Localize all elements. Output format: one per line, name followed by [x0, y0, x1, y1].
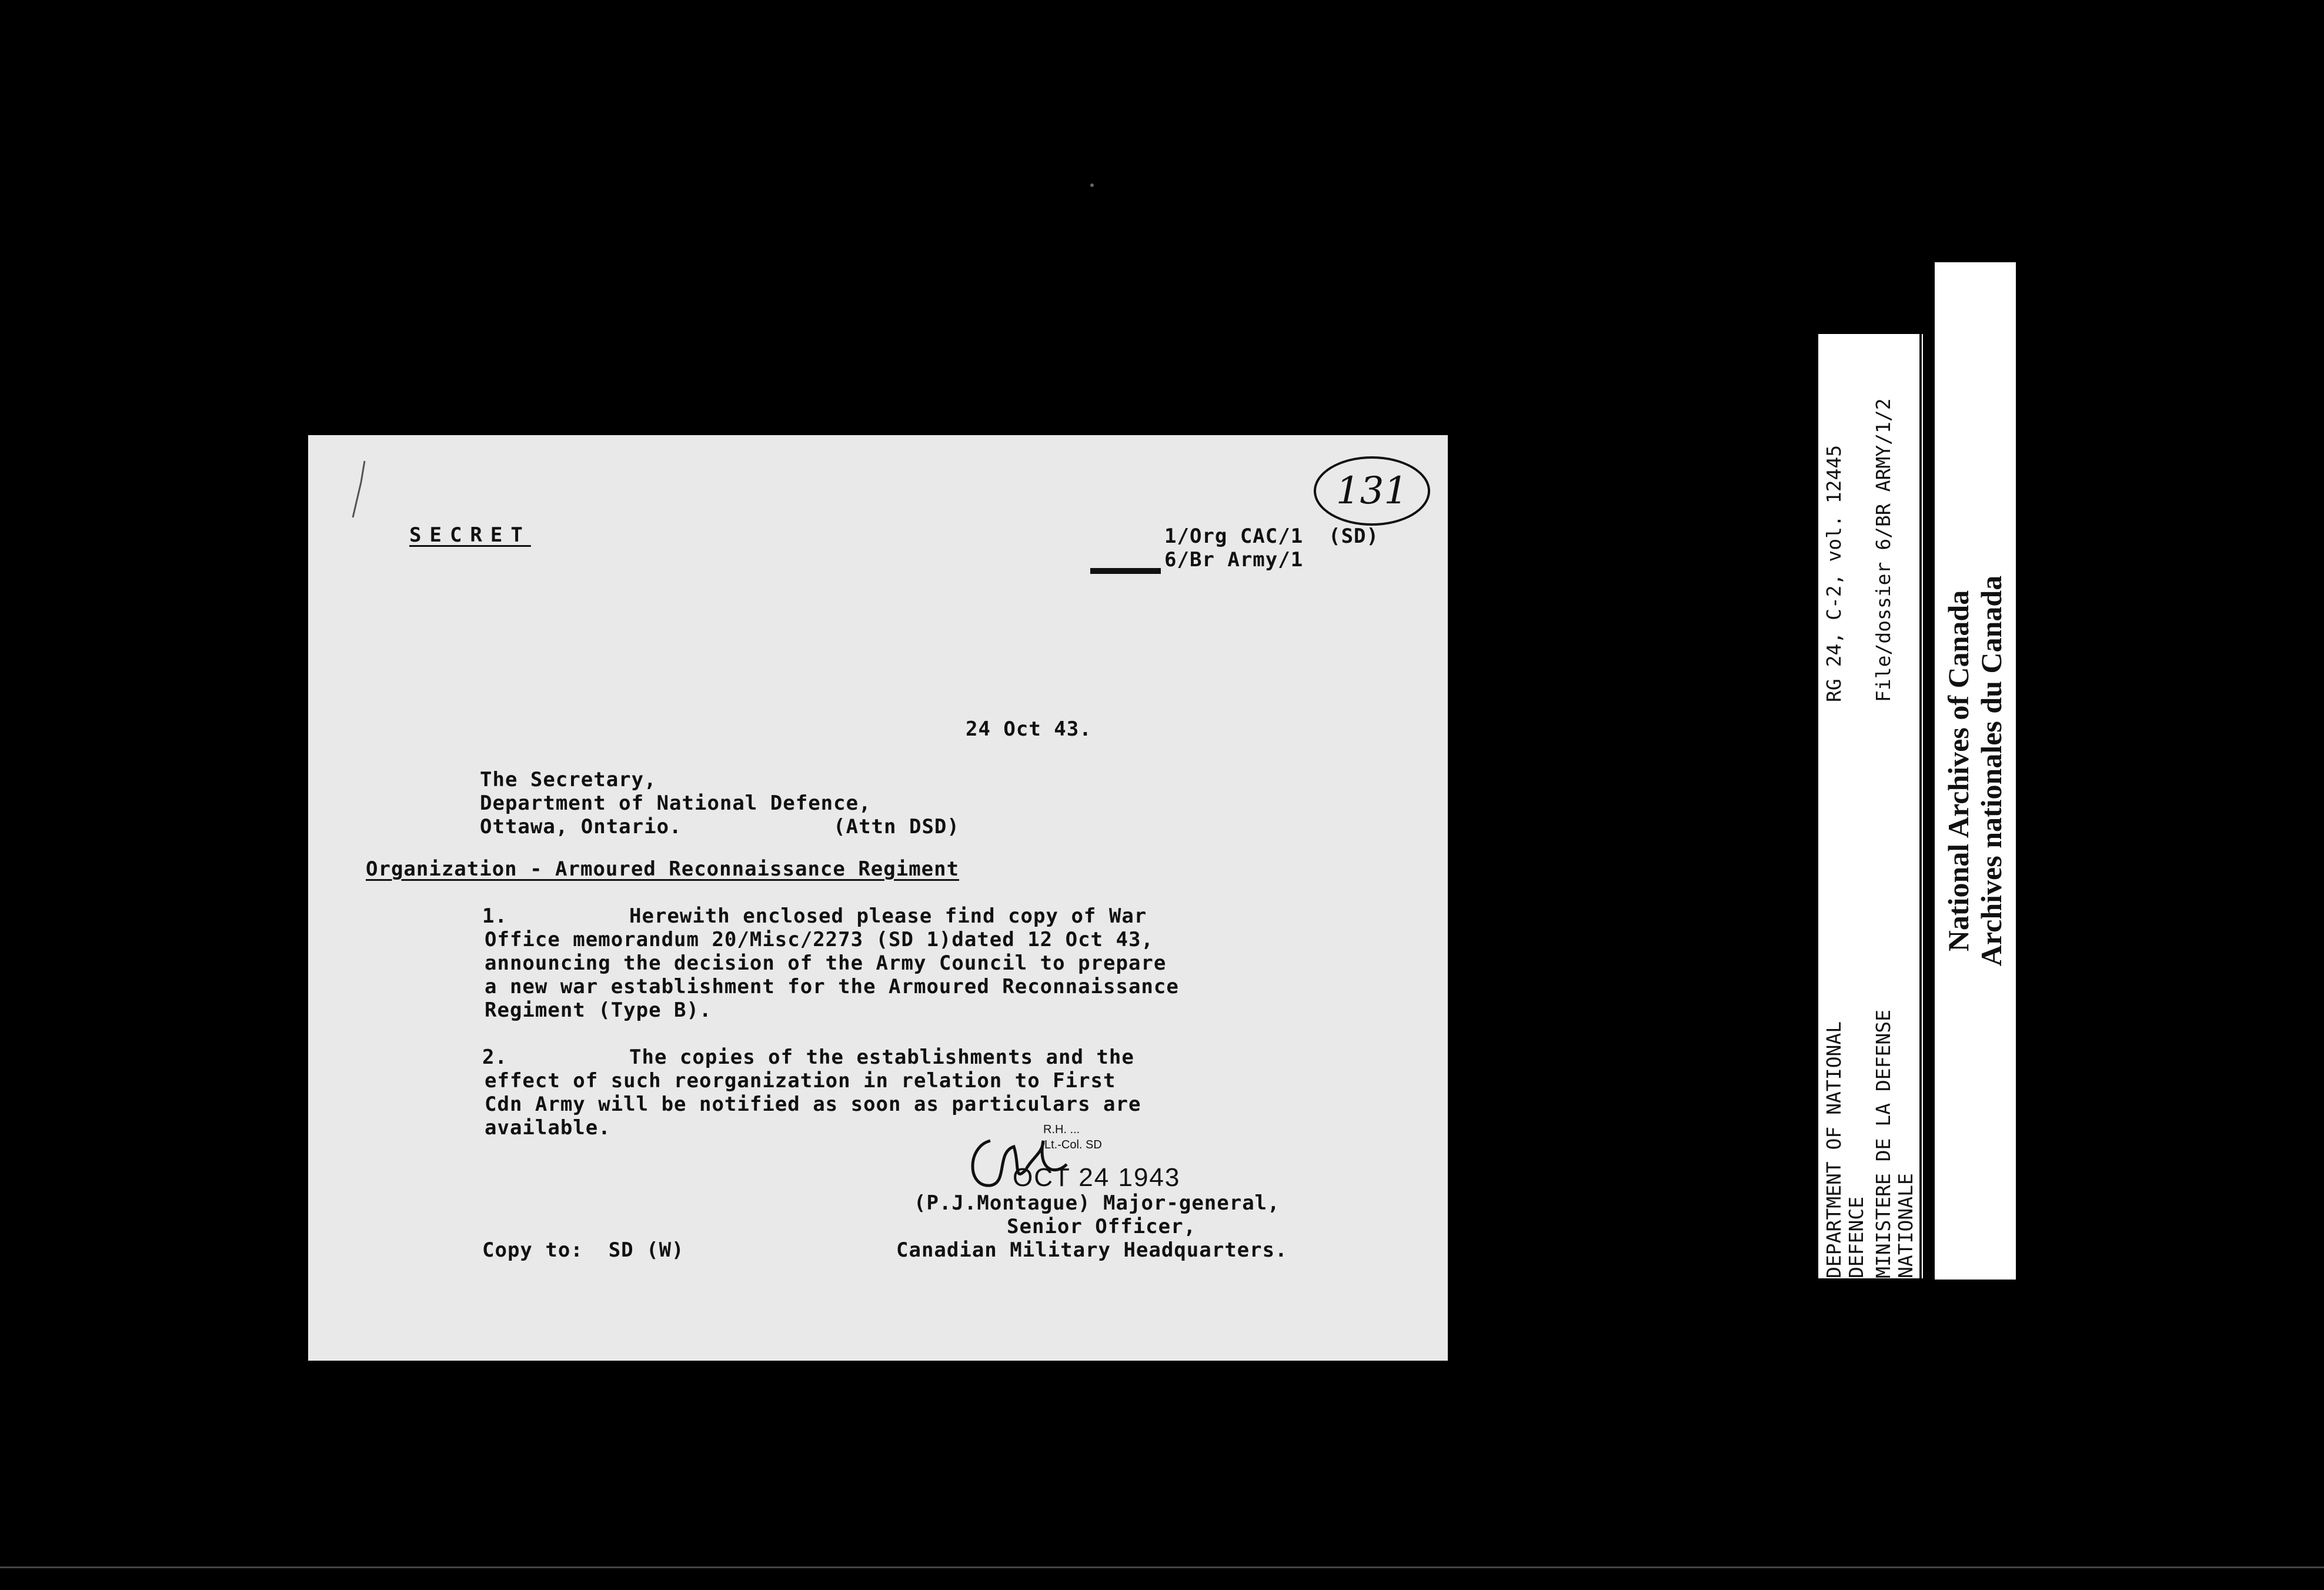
scan-edge-line [0, 1566, 2324, 1568]
signature-line-3: Canadian Military Headquarters. [896, 1238, 1288, 1262]
institution-french: Archives nationales du Canada [1975, 575, 2008, 967]
stamp-small-line-2: Lt.-Col. SD [1044, 1138, 1102, 1151]
folio-number: 131 [1314, 456, 1430, 526]
institution-english: National Archives of Canada [1942, 590, 1975, 952]
para1-line-1: Herewith enclosed please find copy of War [629, 904, 1147, 928]
file-ref-1: 1/Org CAC/1 (SD) [1164, 525, 1379, 548]
copy-to: Copy to: SD (W) [482, 1238, 684, 1262]
para2-line-3: Cdn Army will be notified as soon as particulars are [485, 1093, 1141, 1116]
dept-line-4: NATIONALE [1894, 1173, 1917, 1278]
file-dossier-ref: File/dossier 6/BR ARMY/1/2 [1872, 398, 1895, 702]
para1-line-3: announcing the decision of the Army Council to prepare [485, 951, 1167, 975]
subject-line: Organization - Armoured Reconnaissance Regiment [366, 857, 960, 881]
para2-line-1: The copies of the establishments and the [629, 1045, 1134, 1069]
para2-number: 2. [482, 1045, 507, 1069]
archive-reference-label [1818, 334, 1923, 1278]
label-divider [1919, 334, 1922, 1278]
para1-line-2: Office memorandum 20/Misc/2273 (SD 1)dated 12 Oct 43, [485, 928, 1154, 951]
pencil-tick-mark [349, 459, 367, 523]
archives-institution-label [1935, 262, 2016, 1280]
para1-line-4: a new war establishment for the Armoured Reconnaissance [485, 975, 1179, 998]
received-date-stamp: OCT 24 1943 [1013, 1163, 1181, 1192]
dept-line-1: DEPARTMENT OF NATIONAL [1822, 1021, 1845, 1278]
para1-line-5: Regiment (Type B). [485, 998, 712, 1022]
file-ref-2: 6/Br Army/1 [1164, 548, 1304, 572]
para1-number: 1. [482, 904, 507, 928]
letter-date: 24 Oct 43. [966, 717, 1092, 741]
address-line-3: Ottawa, Ontario. (Attn DSD) [480, 815, 960, 839]
stamp-small-line-1: R.H. ... [1043, 1123, 1080, 1136]
document-page [308, 435, 1448, 1361]
signature-line-2: Senior Officer, [1007, 1215, 1197, 1238]
dept-line-3: MINISTERE DE LA DEFENSE [1872, 1010, 1895, 1278]
para2-line-2: effect of such reorganization in relation to First [485, 1069, 1116, 1093]
address-line-2: Department of National Defence, [480, 791, 872, 815]
classification-heading: SECRET [409, 523, 531, 547]
signature-line-1: (P.J.Montague) Major-general, [914, 1191, 1280, 1215]
redaction-mark [1090, 568, 1161, 574]
para2-line-4: available. [485, 1116, 611, 1140]
dust-speck [1090, 183, 1094, 187]
dept-line-2: DEFENCE [1845, 1196, 1868, 1278]
record-group-ref: RG 24, C-2, vol. 12445 [1822, 445, 1845, 702]
address-line-1: The Secretary, [480, 768, 657, 791]
